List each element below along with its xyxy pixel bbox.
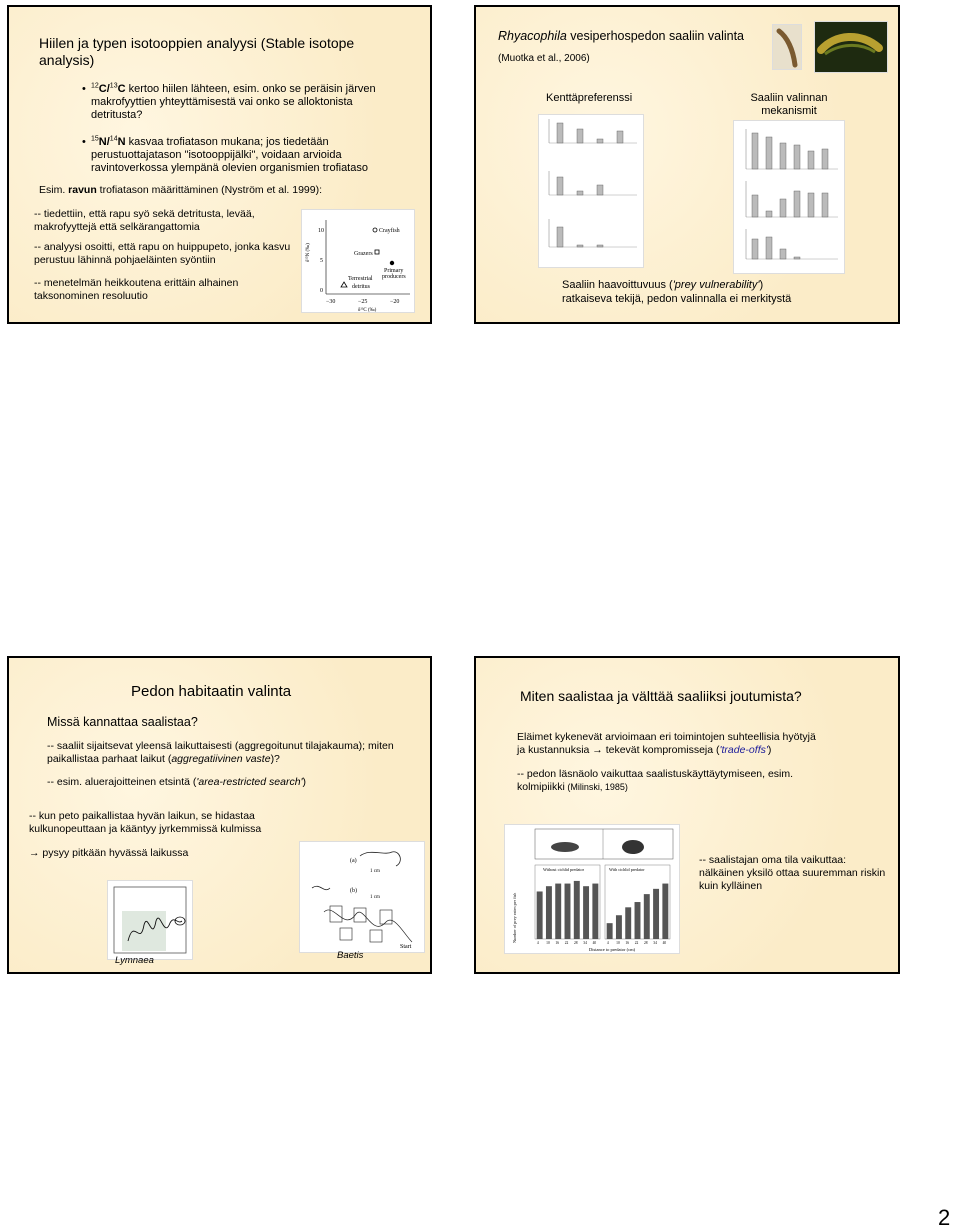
field-preference-charts xyxy=(538,114,644,268)
primary-producers-point xyxy=(390,261,394,265)
slide-habitat-choice xyxy=(7,656,432,974)
grazers-point xyxy=(375,250,379,254)
bar xyxy=(616,915,622,939)
terrestrial-point xyxy=(341,282,347,287)
slide-title: Hiilen ja typen isotooppien analyysi (Stable isotope analysis) xyxy=(39,35,355,68)
primary-label: Primary xyxy=(384,268,404,274)
point-ars: -- esim. aluerajoitteinen etsintä ('area-restricted search') xyxy=(47,776,307,788)
crayfish-label: Crayfish xyxy=(379,228,400,234)
x-tick: −30 xyxy=(326,299,336,305)
x-tick-label: 16 xyxy=(555,941,560,945)
bar xyxy=(555,884,561,939)
panel-b-label: (b) xyxy=(350,888,357,894)
page-number: 2 xyxy=(938,1205,951,1230)
x-tick-label: 16 xyxy=(625,941,630,945)
panel-a-label: (a) xyxy=(350,858,357,864)
slide-title: Rhyacophila vesiperhospedon saaliin valinta xyxy=(498,29,744,43)
terrestrial-label: Terrestrial xyxy=(348,276,373,282)
x-tick-label: 28 xyxy=(644,941,648,945)
producers-label: producers xyxy=(382,274,406,280)
isotope-scatter-figure xyxy=(301,209,415,313)
bar xyxy=(546,886,552,939)
point-3: -- menetelmän heikkoutena erittäin alhainen taksonominen resoluutio xyxy=(34,277,239,302)
x-tick-label: 28 xyxy=(574,941,578,945)
panel-label-with: With cichlid predator xyxy=(609,867,645,872)
x-tick-label: 34 xyxy=(583,941,587,945)
scale-label: 1 cm xyxy=(370,869,380,874)
stickleback-drawing xyxy=(551,842,579,852)
caption-lymnaea: Lymnaea xyxy=(115,955,154,966)
bullet-nitrogen: • $^{15}$N/$^{14}$N kasvaa trofiatason mukana; jos tiedetään perustuottajatason "isotooppijälki", voidaan arvioida ravintoverkossa ylempänä olevien organismien trofiataso xyxy=(91,136,401,175)
x-tick: −20 xyxy=(390,299,400,305)
point-slowdown: -- kun peto paikallistaa hyvän laikun, se hidastaa kulkunopeuttaan ja kääntyy jyrkemmissä kulmissa xyxy=(29,810,262,835)
bar xyxy=(565,884,571,939)
bar xyxy=(537,891,543,939)
mechanism-charts xyxy=(733,120,845,274)
x-axis-label: δ¹³C (‰) xyxy=(358,308,377,312)
point-stay: → pysyy pitkään hyvässä laikussa xyxy=(29,847,189,859)
grazers-label: Grazers xyxy=(354,251,373,257)
x-tick-label: 4 xyxy=(606,941,609,945)
y-axis-label: δ¹⁵N (‰) xyxy=(306,243,311,262)
x-tick-label: 4 xyxy=(536,941,539,945)
bar xyxy=(574,881,580,939)
crayfish-point xyxy=(373,228,377,232)
x-tick-label: 34 xyxy=(653,941,657,945)
scale-label: 1 cm xyxy=(370,895,380,900)
milinski-stickleback-figure xyxy=(504,824,680,954)
baetis-path-figure xyxy=(299,841,425,953)
y-tick: 10 xyxy=(318,228,324,234)
question: Missä kannattaa saalistaa? xyxy=(47,715,198,729)
citation: (Muotka et al., 2006) xyxy=(498,53,590,64)
tradeoff-text: Eläimet kykenevät arvioimaan eri toimintojen suhteellisia hyötyjä ja kustannuksia → tekevät kompromisseja ('trade-offs') xyxy=(517,731,816,756)
x-tick-label: 22 xyxy=(564,941,569,945)
bar xyxy=(592,884,598,939)
panel-label-without: Without cichlid predator xyxy=(543,867,584,872)
predator-effect-text: -- pedon läsnäolo vaikuttaa saalistuskäyttäytymiseen, esim. kolmipiikki (Milinski, 1985) xyxy=(517,768,794,793)
slide-isotope-analysis xyxy=(7,5,432,324)
detritus-label: detritus xyxy=(352,284,370,290)
bar xyxy=(635,902,641,939)
point-aggregation: -- saaliit sijaitsevat yleensä laikuttaisesti (aggregoitunut tilajakauma); miten paikallistaa parhaat laikut (aggregatiivinen vaste)? xyxy=(47,740,394,765)
larva-photo-2 xyxy=(814,21,888,73)
column-mechanisms: Saaliin valinnan mekanismit xyxy=(750,92,828,117)
x-tick-label: 40 xyxy=(592,941,597,945)
bar xyxy=(644,894,650,939)
larva-photo-1 xyxy=(772,24,802,70)
y-tick: 0 xyxy=(320,288,323,294)
x-tick-label: 40 xyxy=(662,941,667,945)
slide-rhyacophila xyxy=(474,5,900,324)
bar xyxy=(662,884,668,939)
point-1: -- tiedettiin, että rapu syö sekä detritusta, levää, makrofyyttejä että selkärangattomia xyxy=(34,208,255,233)
x-axis-label: Distance to predator (cm) xyxy=(589,947,636,952)
bar xyxy=(583,886,589,939)
y-tick: 5 xyxy=(320,258,323,264)
point-2: -- analyysi osoitti, että rapu on huippupeto, jonka kasvu perustuu lähinnä pohjaeläinten syöntiin xyxy=(34,241,291,266)
x-tick-label: 10 xyxy=(546,941,550,945)
bar xyxy=(625,907,631,939)
bar xyxy=(607,923,613,939)
cichlid-drawing xyxy=(622,840,644,854)
bar xyxy=(653,889,659,939)
lymnaea-path-figure xyxy=(107,880,193,960)
bullet-carbon: • $^{12}$C/$^{13}$C kertoo hiilen lähteen, esim. onko se peräisin järven makrofyyttien yhteyttämisestä vai onko se alloktonista detritusta? xyxy=(91,83,391,122)
slide-title: Miten saalistaa ja välttää saaliiksi joutumista? xyxy=(520,688,802,704)
x-tick-label: 22 xyxy=(634,941,639,945)
slide-title: Pedon habitaatin valinta xyxy=(131,683,292,700)
slide-trade-offs xyxy=(474,656,900,974)
start-label: Start xyxy=(400,944,412,950)
y-axis-label: Number of prey eaten per fish xyxy=(512,892,517,943)
vulnerability-caption: Saaliin haavoittuvuus ('prey vulnerability') ratkaiseva tekijä, pedon valinnalla ei merkitystä xyxy=(562,279,792,305)
hunger-state-text: -- saalistajan oma tila vaikuttaa: nälkäinen yksilö ottaa suuremman riskin kuin kylläinen xyxy=(699,854,886,892)
example-line: Esim. ravun trofiatason määrittäminen (Nyström et al. 1999): xyxy=(39,184,323,196)
column-field-preference: Kenttäpreferenssi xyxy=(546,92,633,104)
x-tick-label: 10 xyxy=(616,941,620,945)
x-tick: −25 xyxy=(358,299,368,305)
caption-baetis: Baetis xyxy=(337,950,364,961)
